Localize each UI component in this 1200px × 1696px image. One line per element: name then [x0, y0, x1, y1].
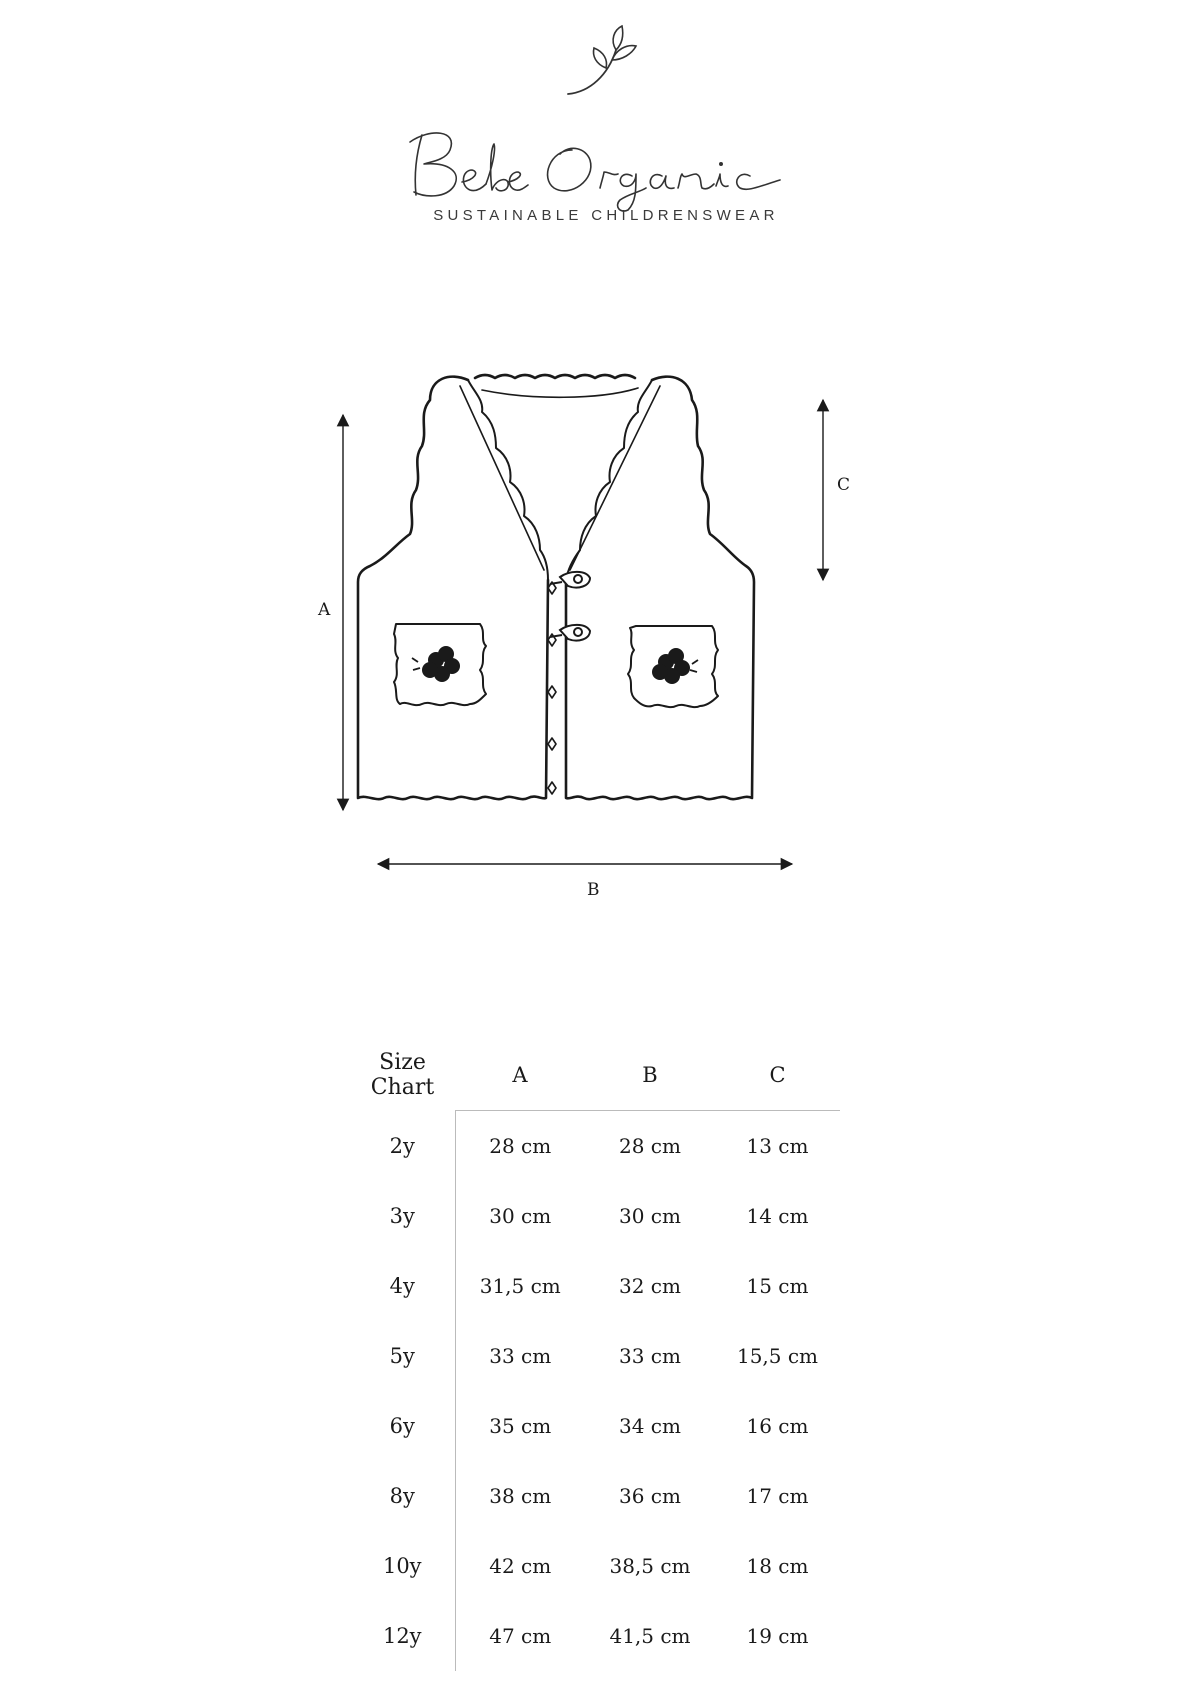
- toggle-button-icon: [550, 625, 590, 641]
- flower-icon: [652, 648, 698, 684]
- size-chart-header-line2: Chart: [370, 1075, 435, 1101]
- table-row: [350, 1181, 840, 1251]
- dimension-label-b: B: [587, 880, 600, 900]
- table-row: [350, 1601, 840, 1671]
- table-header-row: [350, 1040, 840, 1111]
- toggle-button-icon: [550, 572, 590, 588]
- value-cell-b: 32 cm: [619, 1274, 681, 1298]
- table-row: [350, 1111, 840, 1182]
- size-cell: 12y: [350, 1601, 455, 1671]
- size-chart-header: [350, 1040, 455, 1111]
- column-header-b: B: [585, 1040, 715, 1111]
- value-cell-a: 42 cm: [489, 1554, 552, 1578]
- size-cell: 10y: [350, 1531, 455, 1601]
- size-cell: 8y: [350, 1461, 455, 1531]
- value-cell-b: 33 cm: [619, 1344, 681, 1368]
- value-cell-b: 36 cm: [619, 1484, 681, 1508]
- value-cell-a: 35 cm: [489, 1414, 552, 1438]
- size-cell: 4y: [350, 1251, 455, 1321]
- value-cell-c: 13 cm: [746, 1134, 809, 1158]
- value-cell-c: 19 cm: [746, 1624, 809, 1648]
- value-cell-b: 38,5 cm: [609, 1554, 691, 1578]
- vest-diagram: [300, 370, 900, 910]
- value-cell-c: 14 cm: [746, 1204, 809, 1228]
- value-cell-b: 41,5 cm: [609, 1624, 691, 1648]
- value-cell-a: 31,5 cm: [479, 1274, 561, 1298]
- size-chart-header-line1: Size: [379, 1050, 426, 1076]
- value-cell-b: 30 cm: [619, 1204, 681, 1228]
- value-cell-a: 33 cm: [489, 1344, 552, 1368]
- value-cell-a: 30 cm: [489, 1204, 552, 1228]
- value-cell-a: 47 cm: [489, 1624, 552, 1648]
- value-cell-c: 16 cm: [746, 1414, 809, 1438]
- value-cell-c: 15 cm: [746, 1274, 809, 1298]
- value-cell-c: 17 cm: [746, 1484, 809, 1508]
- column-header-c: C: [715, 1040, 840, 1111]
- value-cell-b: 34 cm: [619, 1414, 681, 1438]
- flower-icon: [412, 646, 460, 682]
- table-row: [350, 1251, 840, 1321]
- dimension-label-c: C: [837, 475, 851, 495]
- value-cell-c: 15,5 cm: [736, 1344, 819, 1368]
- brand-logo: [0, 20, 1200, 240]
- leaf-sprig-icon: [560, 20, 650, 100]
- value-cell-a: 38 cm: [489, 1484, 552, 1508]
- dimension-label-a: A: [318, 600, 331, 620]
- size-chart-table: [350, 1040, 840, 1671]
- value-cell-c: 18 cm: [746, 1554, 809, 1578]
- table-row: [350, 1531, 840, 1601]
- size-cell: 3y: [350, 1181, 455, 1251]
- table-row: [350, 1321, 840, 1391]
- value-cell-b: 28 cm: [619, 1134, 681, 1158]
- table-row: [350, 1461, 840, 1531]
- table-row: [350, 1391, 840, 1461]
- brand-wordmark: [400, 120, 800, 215]
- brand-tagline: SUSTAINABLE CHILDRENSWEAR: [433, 207, 779, 224]
- vest-outline: [358, 375, 754, 799]
- value-cell-a: 28 cm: [489, 1134, 552, 1158]
- size-cell: 5y: [350, 1321, 455, 1391]
- size-cell: 2y: [350, 1111, 455, 1182]
- column-header-a: A: [455, 1040, 585, 1111]
- size-cell: 6y: [350, 1391, 455, 1461]
